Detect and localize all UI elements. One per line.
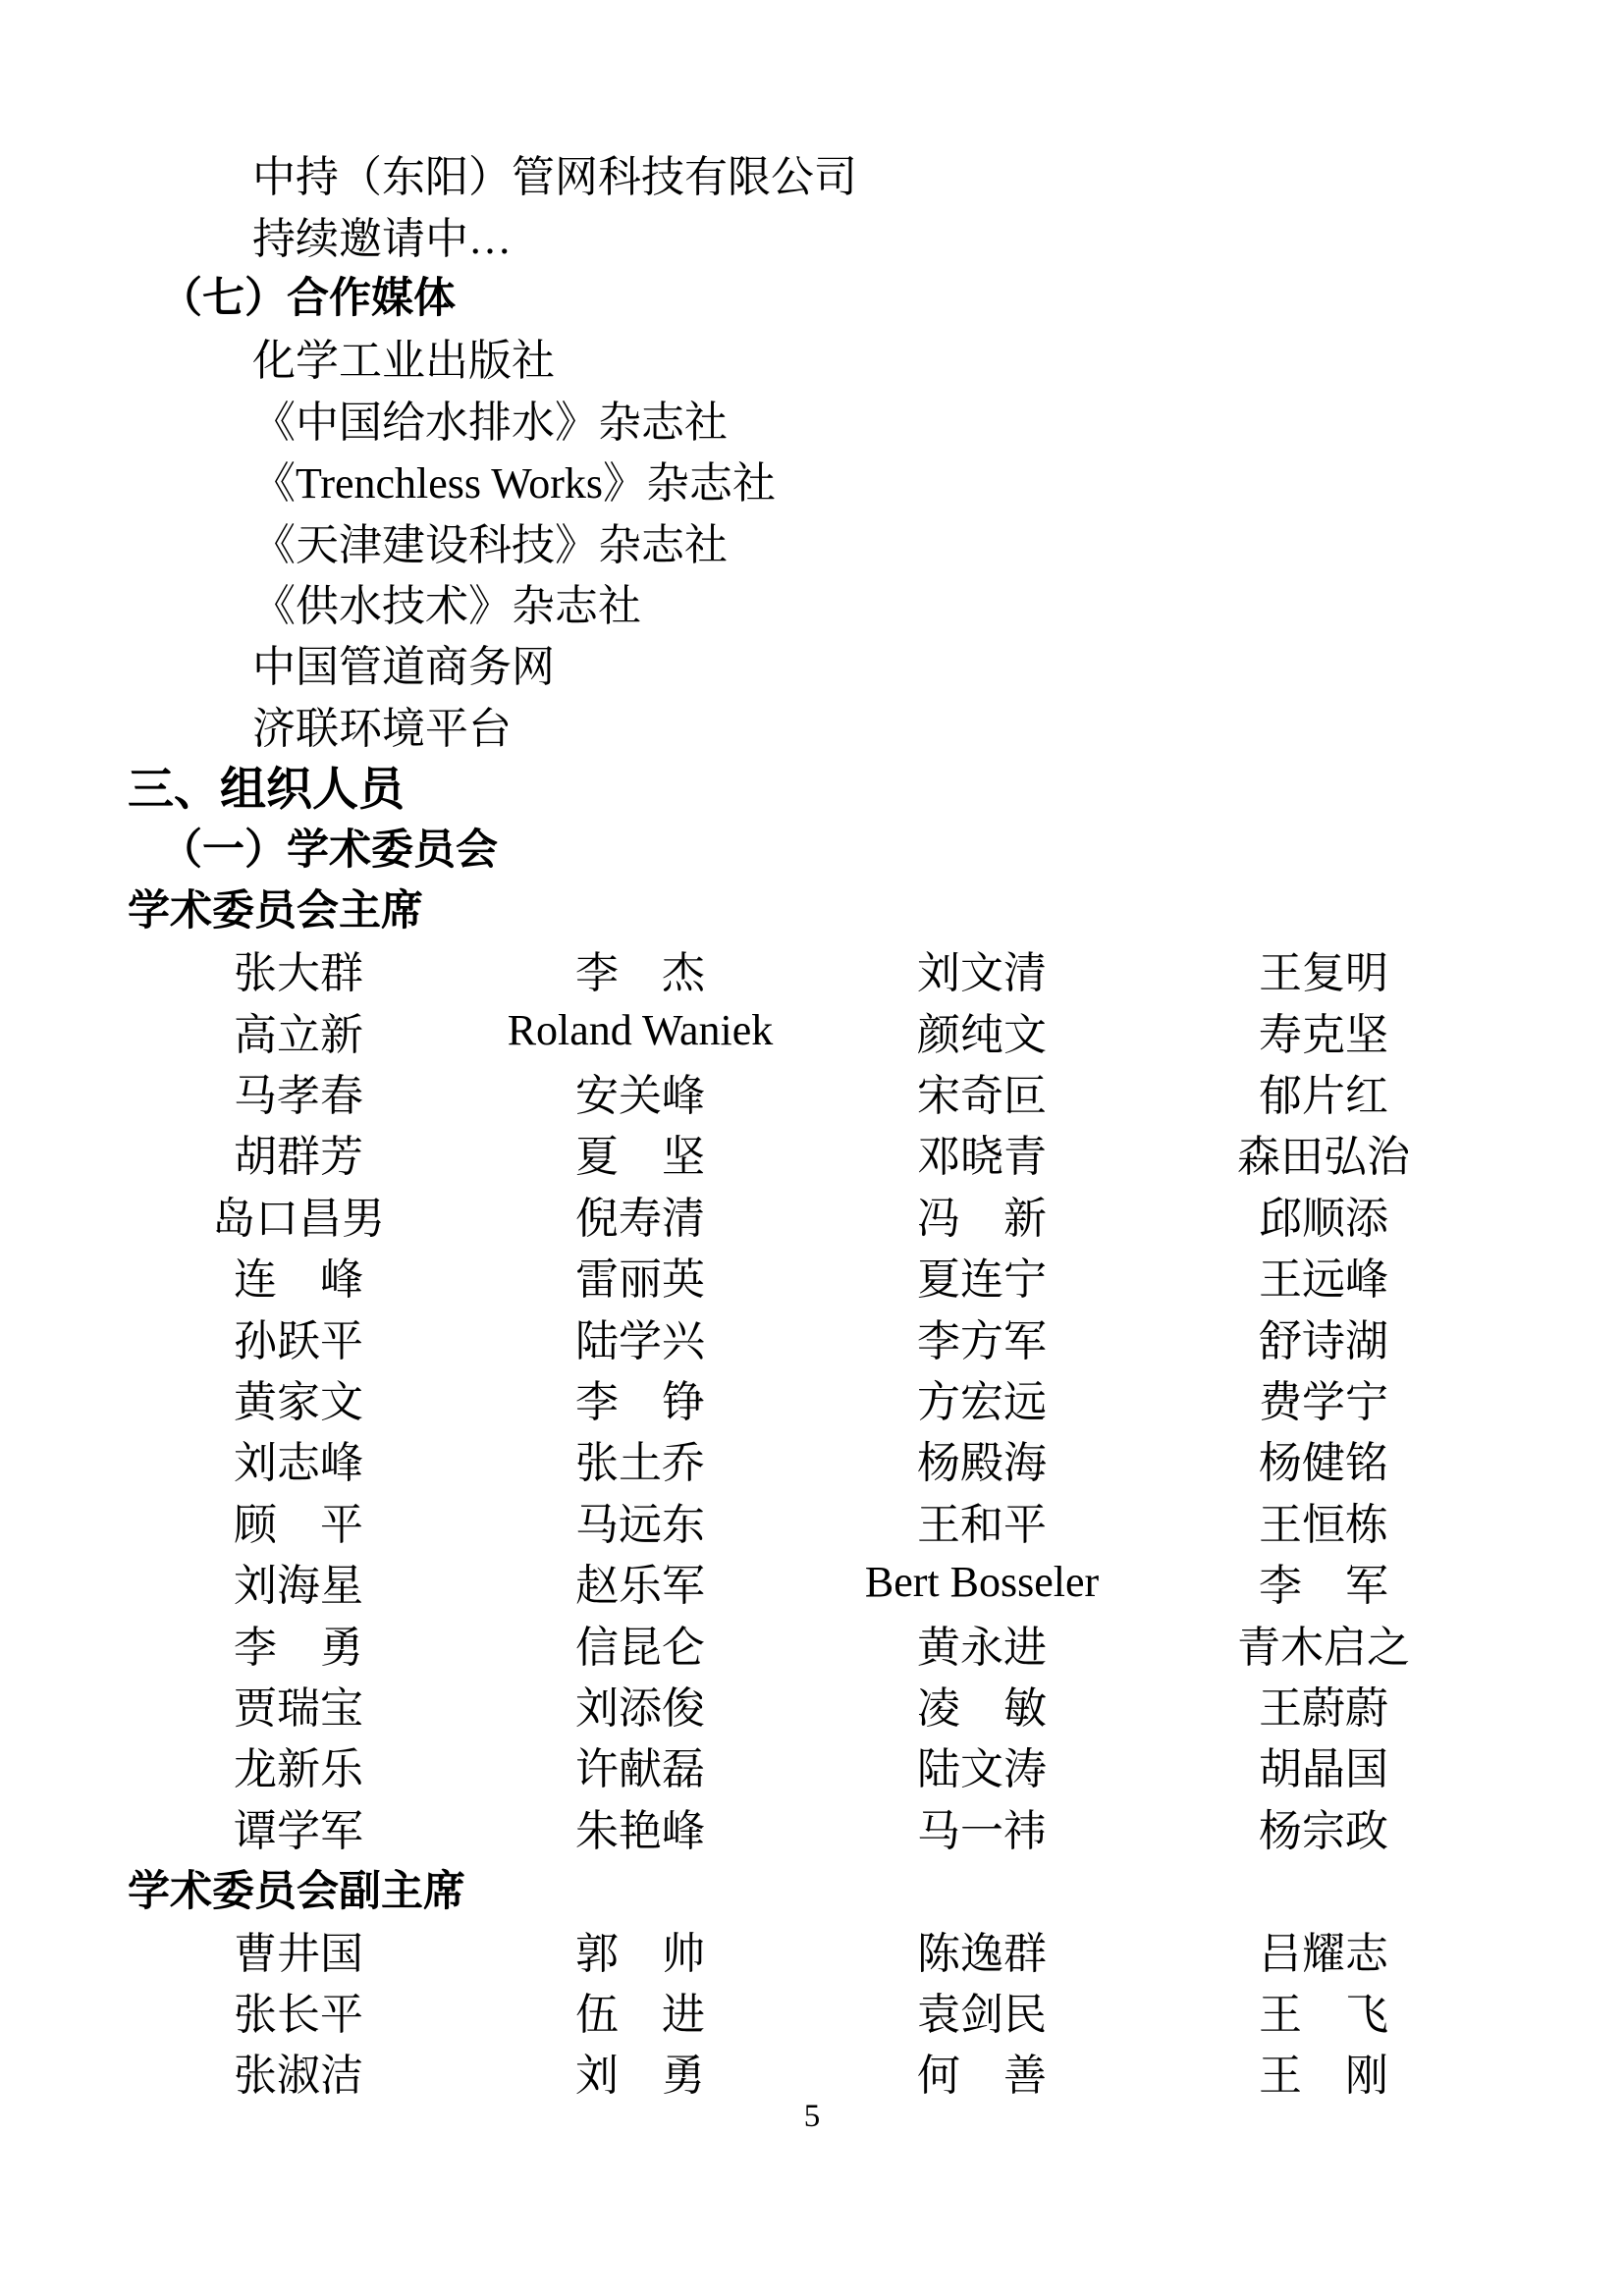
name-cell: 邱顺添 (1259, 1194, 1388, 1243)
name-cell: 刘 勇 (575, 2052, 705, 2101)
name-cell: 黄家文 (234, 1378, 363, 1427)
name-cell: 李 军 (1259, 1562, 1388, 1611)
media-item: 《供水技术》杂志社 (252, 581, 641, 630)
name-cell: 凌 敏 (917, 1683, 1047, 1733)
intro-line: 持续邀请中… (252, 214, 512, 263)
name-cell: 朱艳峰 (575, 1806, 705, 1855)
name-cell: 宋奇叵 (917, 1072, 1047, 1121)
name-cell: 张淑洁 (234, 2052, 363, 2101)
name-cell: 伍 进 (575, 1990, 705, 2039)
name-cell: 袁剑民 (917, 1990, 1047, 2039)
name-cell: 刘志峰 (234, 1439, 363, 1488)
name-cell: 森田弘治 (1237, 1133, 1410, 1182)
name-cell: 费学宁 (1259, 1378, 1388, 1427)
media-item: 济联环境平台 (252, 704, 512, 753)
name-cell: 舒诗湖 (1259, 1316, 1388, 1365)
name-cell: 顾 平 (234, 1500, 363, 1549)
name-cell: 胡晶国 (1259, 1745, 1388, 1794)
name-cell: 夏连宁 (917, 1255, 1047, 1305)
name-cell: 王 刚 (1259, 2052, 1388, 2101)
intro-lines (0, 142, 1624, 265)
name-cell: 胡群芳 (234, 1133, 363, 1182)
name-cell: 黄永进 (917, 1623, 1047, 1672)
media-item: 化学工业出版社 (252, 337, 555, 386)
name-cell: 雷丽英 (575, 1255, 705, 1305)
name-cell: 王 飞 (1259, 1990, 1388, 2039)
name-cell: 孙跃平 (234, 1316, 363, 1365)
name-cell: 邓晓青 (917, 1133, 1047, 1182)
name-cell: 王和平 (917, 1500, 1047, 1549)
chair-name-grid (128, 938, 1624, 1857)
name-cell: 安关峰 (575, 1072, 705, 1121)
page-content (0, 142, 1624, 2103)
name-cell: 岛口昌男 (212, 1194, 385, 1243)
media-item: 《中国给水排水》杂志社 (252, 398, 728, 447)
name-cell: 龙新乐 (234, 1745, 363, 1794)
name-cell: 张长平 (234, 1990, 363, 2039)
name-cell: 李 杰 (575, 949, 705, 998)
media-item: 中国管道商务网 (252, 643, 555, 692)
name-cell: 马孝春 (234, 1072, 363, 1121)
heading-organization-personnel: 三、组织人员 (128, 764, 405, 816)
name-cell: 刘添俊 (575, 1683, 705, 1733)
name-cell: 曹井国 (234, 1929, 363, 1978)
name-cell: 倪寿清 (575, 1194, 705, 1243)
name-cell: 颜纯文 (917, 1010, 1047, 1059)
heading-committee-vice-chair: 学术委员会副主席 (128, 1868, 465, 1915)
name-cell: 方宏远 (917, 1378, 1047, 1427)
name-cell: 王恒栋 (1259, 1500, 1388, 1549)
name-cell: 许献磊 (575, 1745, 705, 1794)
name-cell: 郭 帅 (575, 1929, 705, 1978)
vice-chair-name-grid (128, 1918, 1624, 2102)
name-cell: 吕耀志 (1259, 1929, 1388, 1978)
name-cell: 信昆仑 (575, 1623, 705, 1672)
name-cell: 寿克坚 (1259, 1010, 1388, 1059)
name-cell: 马远东 (575, 1500, 705, 1549)
name-cell: 杨宗政 (1259, 1806, 1388, 1855)
name-cell: 马一祎 (917, 1806, 1047, 1855)
media-list (0, 326, 1624, 755)
name-cell: 陈逸群 (917, 1929, 1047, 1978)
name-cell: 刘文清 (917, 949, 1047, 998)
name-cell: 贾瑞宝 (234, 1683, 363, 1733)
name-cell: 李 勇 (234, 1623, 363, 1672)
name-cell: 李方军 (917, 1316, 1047, 1365)
name-cell: Bert Bosseler (864, 1557, 1100, 1606)
name-cell: 李 铮 (575, 1378, 705, 1427)
heading-committee-chair: 学术委员会主席 (128, 888, 423, 935)
name-cell: 王远峰 (1259, 1255, 1388, 1305)
name-cell: 陆学兴 (575, 1316, 705, 1365)
name-cell: 高立新 (234, 1010, 363, 1059)
name-cell: 谭学军 (234, 1806, 363, 1855)
media-item: 《天津建设科技》杂志社 (252, 520, 728, 569)
media-item: 《Trenchless Works》杂志社 (252, 459, 777, 508)
page-number: 5 (803, 2099, 821, 2134)
name-cell: 夏 坚 (575, 1133, 705, 1182)
name-cell: 郁片红 (1259, 1072, 1388, 1121)
name-cell: Roland Waniek (507, 1006, 774, 1055)
name-cell: 杨健铭 (1259, 1439, 1388, 1488)
heading-cooperation-media: （七）合作媒体 (160, 276, 456, 323)
name-cell: 陆文涛 (917, 1745, 1047, 1794)
name-cell: 连 峰 (234, 1255, 363, 1305)
name-cell: 张大群 (234, 949, 363, 998)
heading-academic-committee: （一）学术委员会 (160, 827, 498, 874)
name-cell: 王复明 (1259, 949, 1388, 998)
name-cell: 杨殿海 (917, 1439, 1047, 1488)
name-cell: 青木启之 (1237, 1623, 1410, 1672)
intro-line: 中持（东阳）管网科技有限公司 (252, 153, 857, 202)
name-cell: 赵乐军 (575, 1562, 705, 1611)
name-cell: 王蔚蔚 (1259, 1683, 1388, 1733)
name-cell: 张土乔 (575, 1439, 705, 1488)
name-cell: 刘海星 (234, 1562, 363, 1611)
name-cell: 冯 新 (917, 1194, 1047, 1243)
name-cell: 何 善 (917, 2052, 1047, 2101)
